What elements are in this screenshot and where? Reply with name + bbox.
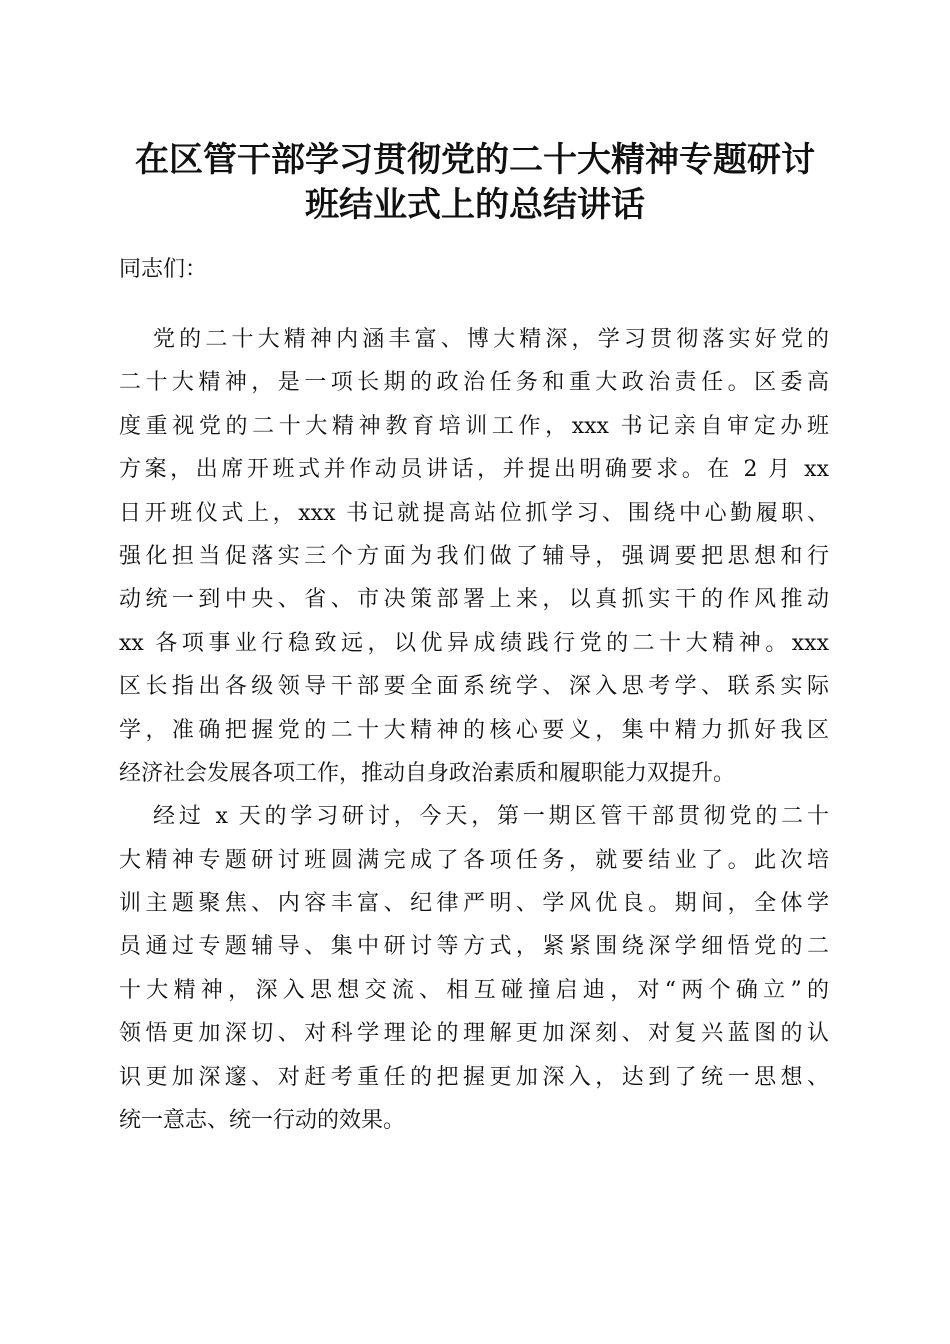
paragraph-line: 二十大精神，是一项长期的政治任务和重大政治责任。区委高: [119, 370, 829, 396]
paragraph-line: 区长指出各级领导干部要全面系统学、深入思考学、联系实际: [119, 674, 829, 700]
paragraph-line: 动统一到中央、省、市决策部署上来，以真抓实干的作风推动: [119, 587, 829, 613]
paragraph-line: 识更加深邃、对赶考重任的把握更加深入，达到了统一思想、: [119, 1064, 829, 1090]
paragraph-line: 日开班仪式上，xxx 书记就提高站位抓学习、围绕中心勤履职、: [119, 500, 829, 526]
salutation: 同志们：: [119, 257, 208, 282]
paragraph-line: 学，准确把握党的二十大精神的核心要义，集中精力抓好我区: [119, 717, 829, 743]
document-body: [119, 325, 829, 1149]
paragraph-line: 经济社会发展各项工作，推动自身政治素质和履职能力双提升。: [119, 760, 736, 786]
paragraph-line: 党的二十大精神内涵丰富、博大精深，学习贯彻落实好党的: [153, 327, 829, 352]
paragraph-line: 十大精神，深入思想交流、相互碰撞启迪，对“两个确立”的: [119, 977, 829, 1003]
paragraph-line: 大精神专题研讨班圆满完成了各项任务，就要结业了。此次培: [119, 847, 829, 873]
document-title-line-1: 在区管干部学习贯彻党的二十大精神专题研讨: [135, 140, 815, 180]
paragraph-line: 强化担当促落实三个方面为我们做了辅导，强调要把思想和行: [119, 543, 829, 569]
paragraph: [119, 802, 829, 1149]
paragraph-line: xx 各项事业行稳致远，以优异成绩践行党的二十大精神。xxx: [119, 630, 829, 656]
paragraph-line: 员通过专题辅导、集中研讨等方式，紧紧围绕深学细悟党的二: [119, 934, 829, 960]
paragraph-line: 统一意志、统一行动的效果。: [119, 1108, 406, 1134]
document-title-line-2: 班结业式上的总结讲话: [305, 185, 645, 225]
paragraph-line: 训主题聚焦、内容丰富、纪律严明、学风优良。期间，全体学: [119, 891, 829, 917]
paragraph-line: 领悟更加深切、对科学理论的理解更加深刻、对复兴蓝图的认: [119, 1021, 829, 1047]
paragraph: [119, 325, 829, 802]
paragraph-line: 经过 x 天的学习研讨，今天，第一期区管干部贯彻党的二十: [153, 804, 829, 830]
paragraph-line: 方案，出席开班式并作动员讲话，并提出明确要求。在 2 月 xx: [119, 457, 829, 483]
paragraph-line: 度重视党的二十大精神教育培训工作，xxx 书记亲自审定办班: [119, 413, 829, 439]
